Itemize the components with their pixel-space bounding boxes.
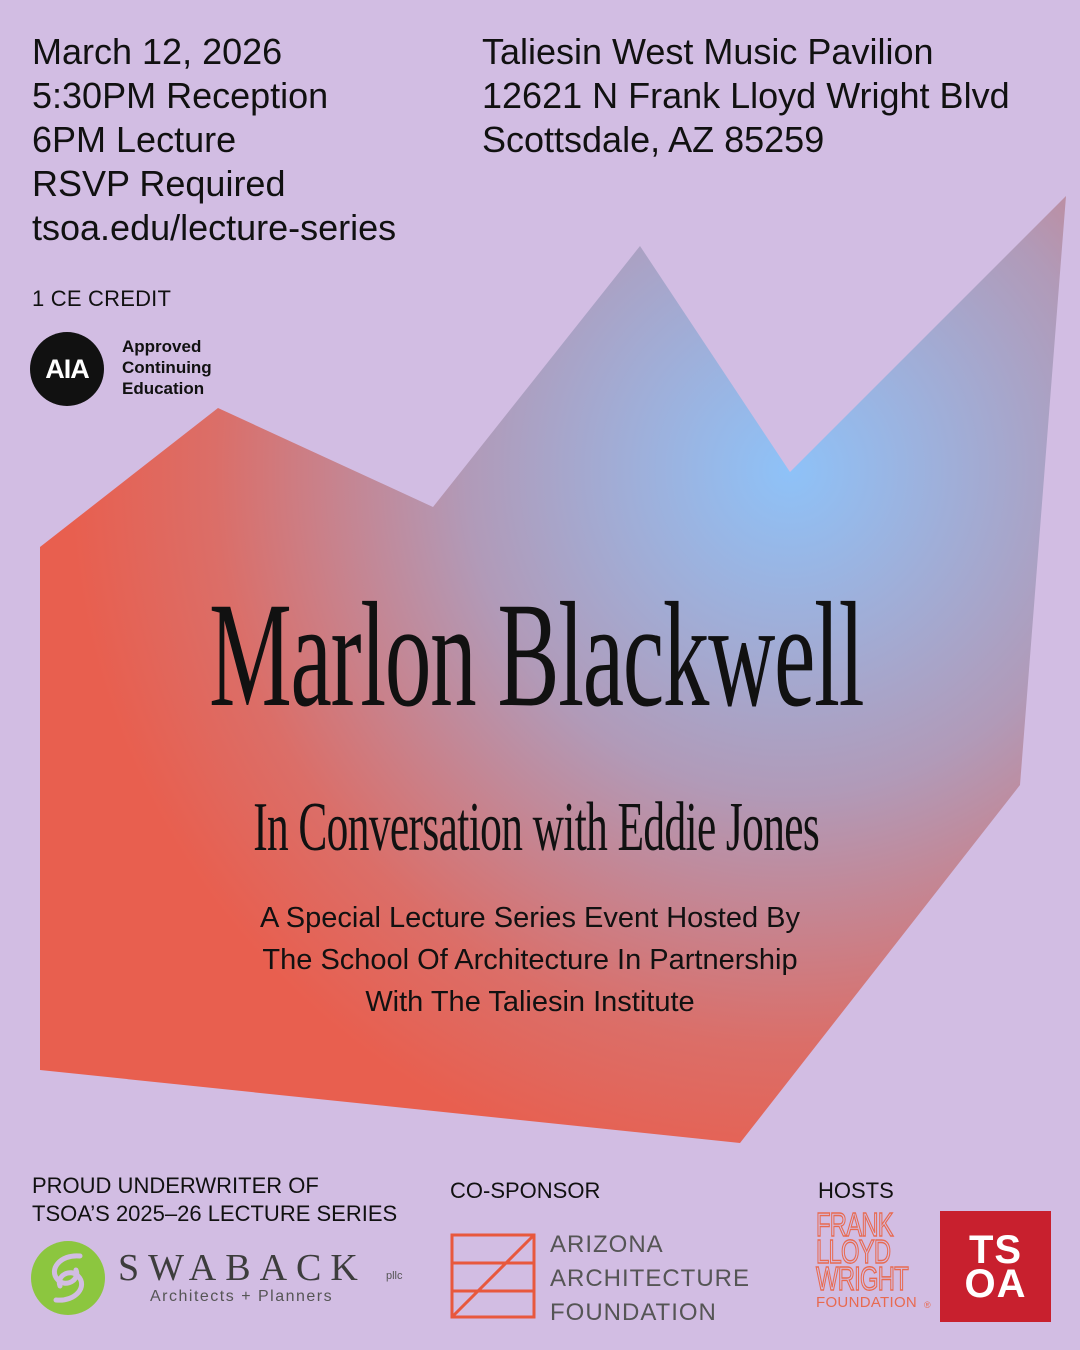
description-line: A Special Lecture Series Event Hosted By [259,902,800,934]
tsoa-logo-line: TS [968,1227,1023,1272]
swaback-suffix: pllc [386,1270,403,1282]
aaf-name [550,1228,750,1330]
aia-line: Education [122,379,205,398]
event-lecture-time: 6PM Lecture [32,119,237,160]
swaback-logo-icon [30,1240,106,1316]
underwriter-label [32,1172,397,1228]
tsoa-logo [940,1211,1051,1322]
venue-name: Taliesin West Music Pavilion [482,31,934,72]
event-date: March 12, 2026 [32,31,283,72]
flw-foundation-text: FOUNDATION [816,1294,918,1311]
venue-details [482,30,1010,162]
event-details [32,30,396,250]
aia-approval-text [122,336,212,399]
hosts-label: HOSTS [818,1178,894,1203]
flw-logo-line: WRIGHT [816,1260,909,1297]
aaf-name-line: ARCHITECTURE [550,1265,751,1292]
swaback-name: SWABACK [118,1247,367,1289]
flw-logo-line: LLOYD [816,1233,891,1270]
tsoa-logo-line: OA [964,1261,1027,1306]
speaker-name: Marlon Blackwell [209,572,864,738]
event-subtitle: In Conversation with Eddie Jones [253,789,820,866]
underwriter-label-line: PROUD UNDERWRITER OF [32,1173,319,1198]
underwriter-label-line: TSOA’S 2025–26 LECTURE SERIES [32,1201,398,1226]
description-line: With The Taliesin Institute [365,986,695,1018]
cosponsor-label: CO-SPONSOR [450,1178,601,1203]
event-description [0,897,1060,1023]
flw-logo-line: FRANK [816,1206,893,1243]
swaback-tagline: Architects + Planners [150,1288,334,1305]
flw-foundation-logo [816,1206,932,1331]
event-reception-time: 5:30PM Reception [32,75,329,116]
venue-street: 12621 N Frank Lloyd Wright Blvd [482,75,1010,116]
aia-line: Continuing [122,358,212,377]
aaf-logo-icon [450,1233,536,1319]
venue-city: Scottsdale, AZ 85259 [482,119,825,160]
aaf-name-line: ARIZONA [550,1231,664,1258]
ce-credit-label: 1 CE CREDIT [32,286,172,311]
registered-mark: ® [924,1300,931,1310]
aaf-name-line: FOUNDATION [550,1299,717,1326]
description-line: The School Of Architecture In Partnership [262,944,798,976]
aia-logo-icon: AIA [30,332,104,406]
aia-line: Approved [122,337,202,356]
event-url[interactable]: tsoa.edu/lecture-series [32,207,397,248]
event-rsvp: RSVP Required [32,163,286,204]
